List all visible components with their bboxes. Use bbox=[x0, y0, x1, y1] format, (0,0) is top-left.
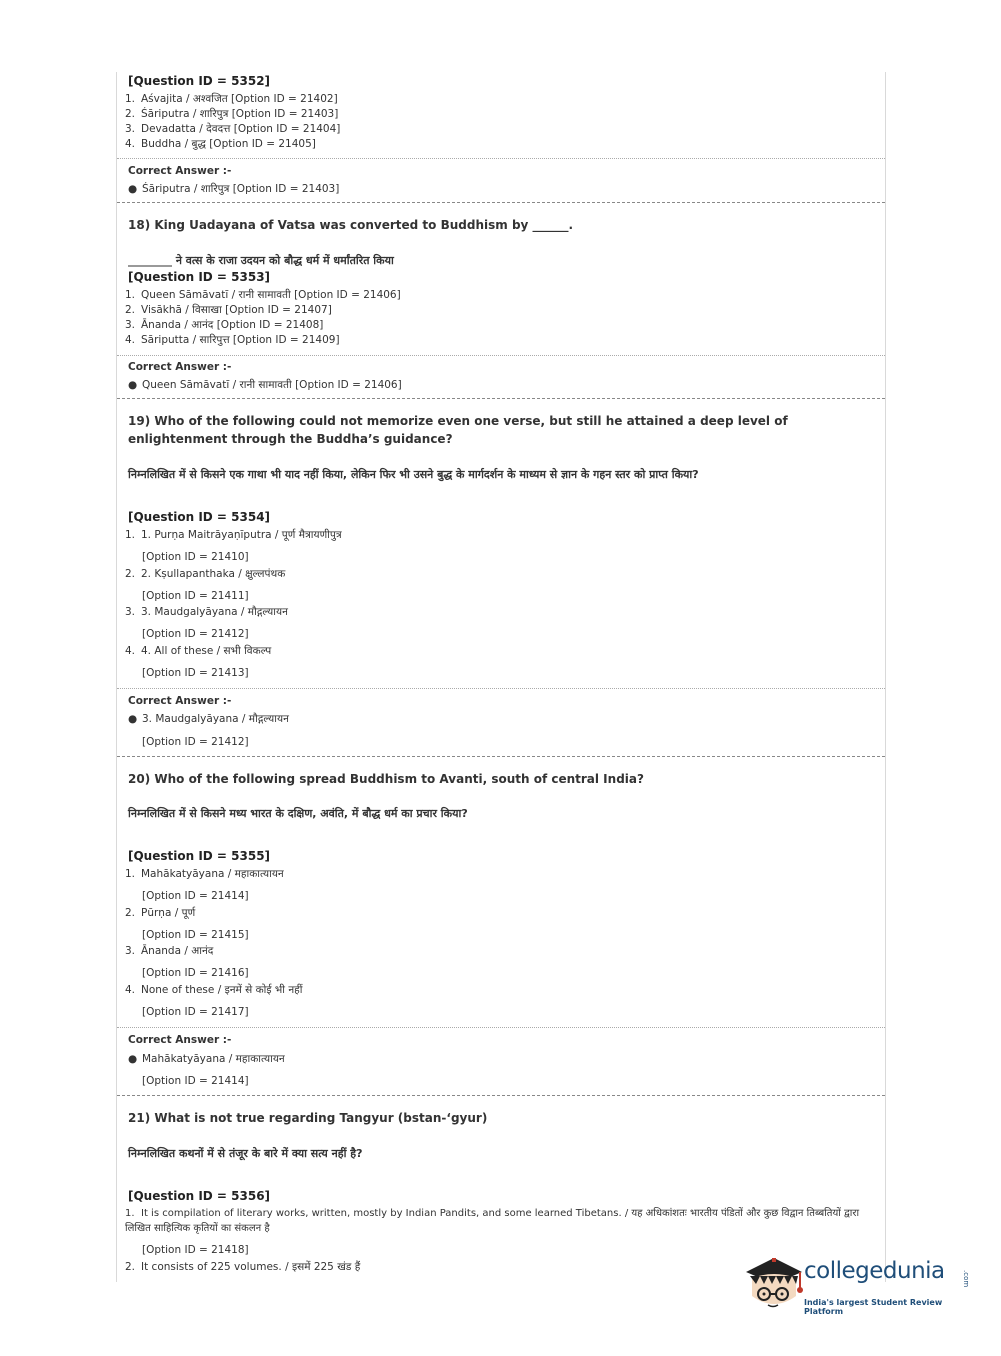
option-id: [Option ID = 21414] bbox=[142, 1075, 249, 1087]
option-3: 3. Ānanda / आनंद [Option ID = 21408] bbox=[125, 319, 324, 331]
option-id: [Option ID = 21418] bbox=[142, 1244, 249, 1256]
question-text-hindi: ________ ने वत्स के राजा उदयन को बौद्ध धर्म में धर्मांतरित किया bbox=[128, 254, 394, 267]
divider bbox=[117, 355, 885, 356]
logo-wordmark: collegedunia bbox=[804, 1258, 945, 1284]
option-id: [Option ID = 21411] bbox=[142, 590, 249, 602]
option-1: 1. Queen Sāmāvatī / रानी सामावती [Option ID = 21406] bbox=[125, 289, 401, 301]
option-2: 2. 2. Kṣullapanthaka / क्षुल्लपंथक bbox=[125, 568, 286, 580]
logo-tagline: India's largest Student Review Platform bbox=[804, 1298, 943, 1316]
option-id: [Option ID = 21415] bbox=[142, 929, 249, 941]
correct-answer: ● Śāriputra / शारिपुत्र [Option ID = 21403] bbox=[128, 183, 340, 195]
option-3: 3. 3. Maudgalyāyana / मौद्गल्यायन bbox=[125, 606, 288, 618]
divider bbox=[117, 688, 885, 689]
collegedunia-logo[interactable] bbox=[742, 1250, 972, 1320]
question-id: [Question ID = 5354] bbox=[128, 510, 271, 524]
option-id: [Option ID = 21412] bbox=[142, 736, 249, 748]
option-4: 4. None of these / इनमें से कोई भी नहीं bbox=[125, 984, 303, 996]
correct-answer-label: Correct Answer :- bbox=[128, 361, 232, 373]
option-id: [Option ID = 21412] bbox=[142, 628, 249, 640]
option-2: 2. It consists of 225 volumes. / इसमें 225 खंड हैं bbox=[125, 1261, 361, 1273]
option-id: [Option ID = 21410] bbox=[142, 551, 249, 563]
question-separator bbox=[117, 756, 885, 757]
mascot-icon bbox=[742, 1250, 804, 1320]
option-1: 1. 1. Purṇa Maitrāyaṇīputra / पूर्ण मैत्रायणीपुत्र bbox=[125, 529, 342, 541]
correct-answer: ● Queen Sāmāvatī / रानी सामावती [Option ID = 21406] bbox=[128, 379, 402, 391]
correct-answer-label: Correct Answer :- bbox=[128, 695, 232, 707]
option-4: 4. 4. All of these / सभी विकल्प bbox=[125, 645, 272, 657]
option-2: 2. Pūrṇa / पूर्ण bbox=[125, 907, 196, 919]
correct-answer: ● 3. Maudgalyāyana / मौद्गल्यायन bbox=[128, 713, 289, 725]
question-separator bbox=[117, 1095, 885, 1096]
question-separator bbox=[117, 398, 885, 399]
question-paper-page bbox=[116, 72, 886, 1282]
option-1: 1. Aśvajita / अश्वजित [Option ID = 21402] bbox=[125, 93, 338, 105]
option-1: 1. It is compilation of literary works, written, mostly by Indian Pandits, and some learned Tibetans. / यह अधिकांशतः भारतीय पंडितों और कुछ विद्वान तिब्बतियों द्वारा लिखित साहित्यिक कृतियों का संकलन है bbox=[125, 1208, 860, 1234]
correct-answer-label: Correct Answer :- bbox=[128, 165, 232, 177]
option-2: 2. Visākhā / विसाखा [Option ID = 21407] bbox=[125, 304, 332, 316]
question-text-hindi: निम्नलिखित में से किसने मध्य भारत के दक्षिण, अवंति, में बौद्ध धर्म का प्रचार किया? bbox=[128, 807, 468, 820]
option-3: 3. Ānanda / आनंद bbox=[125, 945, 214, 957]
question-separator bbox=[117, 202, 885, 203]
question-text: 21) What is not true regarding Tangyur (bstan-‘gyur) bbox=[128, 1111, 488, 1125]
question-id: [Question ID = 5353] bbox=[128, 270, 271, 284]
correct-answer: ● Mahākatyāyana / महाकात्यायन bbox=[128, 1053, 285, 1065]
option-4: 4. Sāriputta / सारिपुत्त [Option ID = 21409] bbox=[125, 334, 340, 346]
question-id: [Question ID = 5356] bbox=[128, 1189, 271, 1203]
option-id: [Option ID = 21416] bbox=[142, 967, 249, 979]
question-text: 19) Who of the following could not memorize even one verse, but still he attained a deep level of enlightenment through the Buddha’s guidance? bbox=[128, 414, 788, 446]
option-id: [Option ID = 21414] bbox=[142, 890, 249, 902]
option-4: 4. Buddha / बुद्ध [Option ID = 21405] bbox=[125, 138, 316, 150]
option-2: 2. Śāriputra / शारिपुत्र [Option ID = 21403] bbox=[125, 108, 339, 120]
question-id: [Question ID = 5352] bbox=[128, 74, 271, 88]
question-id: [Question ID = 5355] bbox=[128, 849, 271, 863]
option-id: [Option ID = 21413] bbox=[142, 667, 249, 679]
option-1: 1. Mahākatyāyana / महाकात्यायन bbox=[125, 868, 284, 880]
question-text: 20) Who of the following spread Buddhism to Avanti, south of central India? bbox=[128, 772, 644, 786]
divider bbox=[117, 158, 885, 159]
question-text: 18) King Uadayana of Vatsa was converted to Buddhism by ______. bbox=[128, 218, 574, 232]
divider bbox=[117, 1027, 885, 1028]
question-text-hindi: निम्नलिखित में से किसने एक गाथा भी याद नहीं किया, लेकिन फिर भी उसने बुद्ध के मार्गदर्शन के माध्यम से ज्ञान के गहन स्तर को प्राप्त किया? bbox=[128, 468, 699, 481]
logo-suffix: .com bbox=[962, 1270, 970, 1288]
option-id: [Option ID = 21417] bbox=[142, 1006, 249, 1018]
option-3: 3. Devadatta / देवदत्त [Option ID = 21404] bbox=[125, 123, 341, 135]
question-text-hindi: निम्नलिखित कथनों में से तंजूर के बारे में क्या सत्य नहीं है? bbox=[128, 1147, 363, 1160]
correct-answer-label: Correct Answer :- bbox=[128, 1034, 232, 1046]
